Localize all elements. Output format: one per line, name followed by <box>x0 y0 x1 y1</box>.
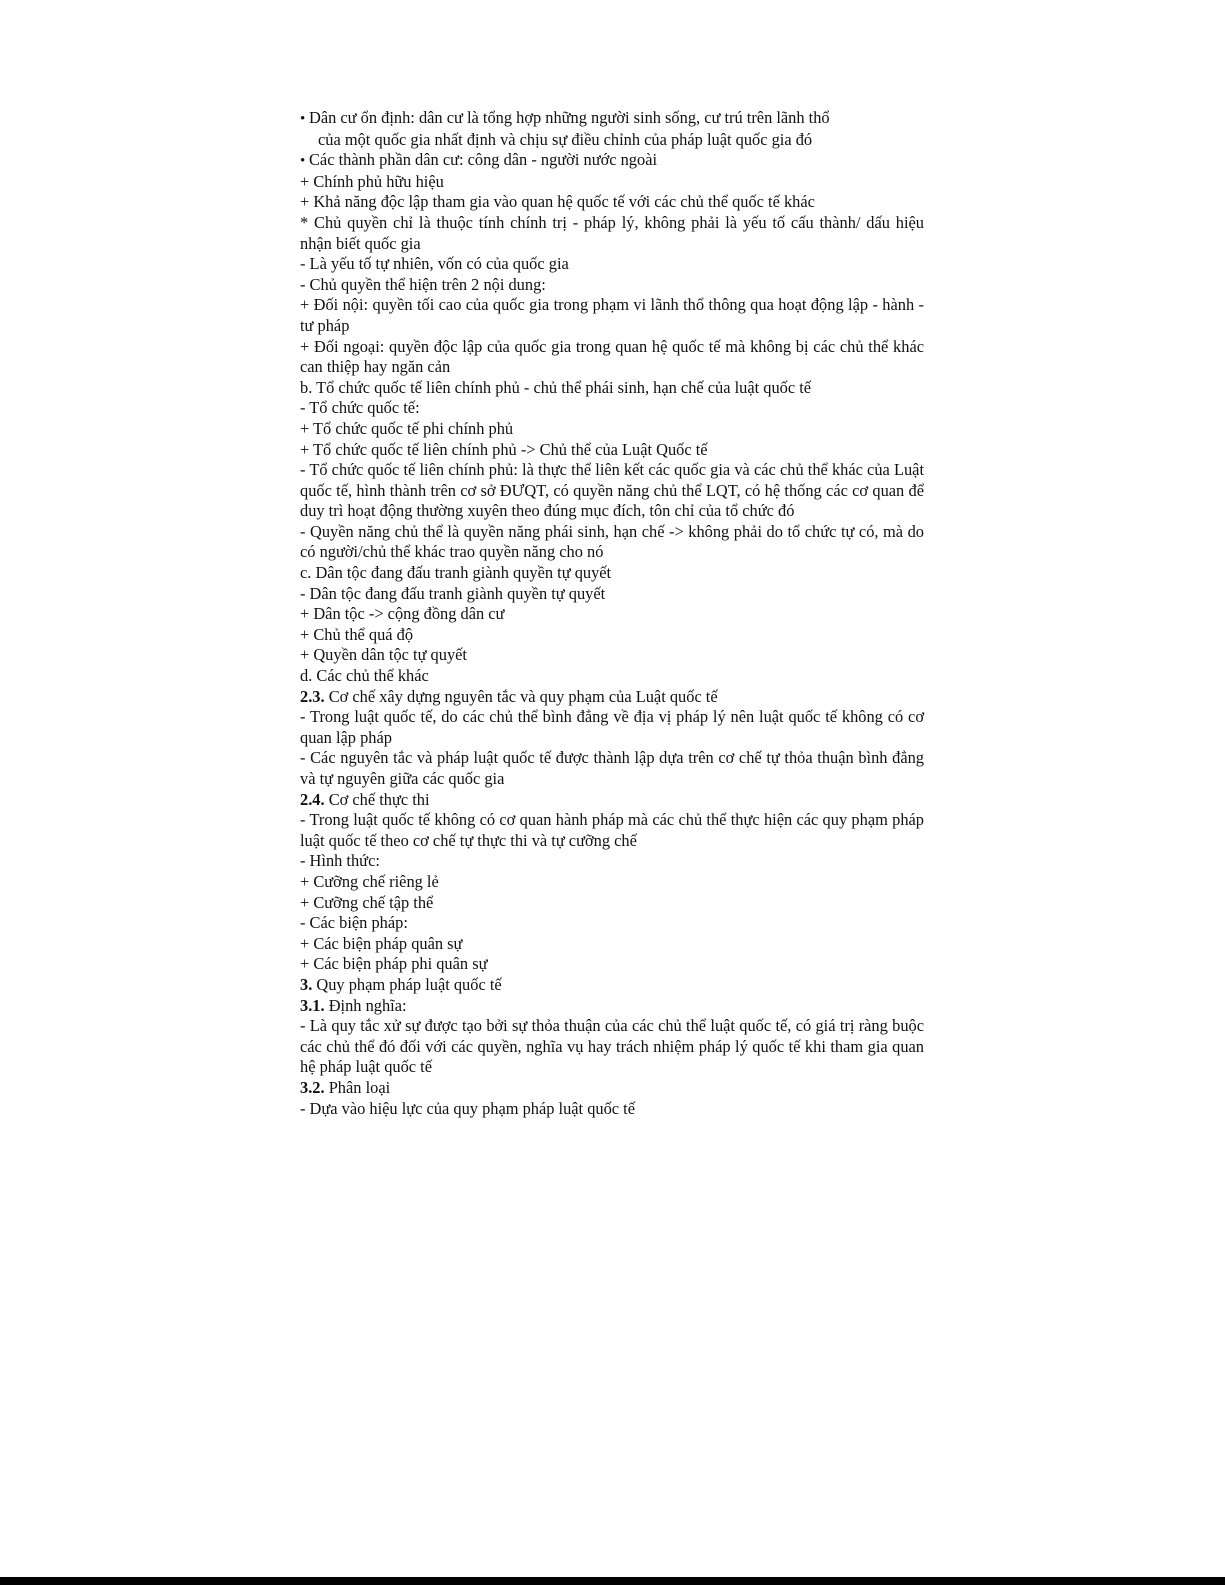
text-line: - Các biện pháp: <box>300 913 408 933</box>
text-line: - Hình thức: <box>300 851 380 871</box>
text-line: + Dân tộc -> cộng đồng dân cư <box>300 604 505 624</box>
section-title: Cơ chế xây dựng nguyên tắc và quy phạm của Luật quốc tế <box>324 686 718 706</box>
section-number: 3. <box>300 974 313 994</box>
text-line: - Trong luật quốc tế không có cơ quan hành pháp mà các chủ thể thực hiện các quy phạm pháp luật quốc tế theo cơ chế tự thực thi và tự cưỡng chế <box>300 810 924 850</box>
text-line: * Chủ quyền chỉ là thuộc tính chính trị - pháp lý, không phải là yếu tố cấu thành/ dấu hiệu nhận biết quốc gia <box>300 212 924 253</box>
bullet-icon: • <box>300 111 306 127</box>
section-heading-3-2 <box>300 1078 924 1099</box>
section-title: Phân loại <box>324 1077 391 1097</box>
bullet-line-thanh-phan-dan-cu <box>300 150 924 172</box>
subheading-line: d. Các chủ thể khác <box>300 666 429 686</box>
section-number: 3.2. <box>300 1077 325 1097</box>
text-line: + Chính phủ hữu hiệu <box>300 171 444 191</box>
text-line: + Cưỡng chế tập thể <box>300 892 434 912</box>
text-line: + Quyền dân tộc tự quyết <box>300 645 467 665</box>
line-continuation: của một quốc gia nhất định và chịu sự điều chỉnh của pháp luật quốc gia đó <box>318 129 813 149</box>
subheading-line: b. Tổ chức quốc tế liên chính phủ - chủ thể phái sinh, hạn chế của luật quốc tế <box>300 377 812 397</box>
bullet-line-dan-cu-on-dinh <box>300 108 924 150</box>
section-title: Cơ chế thực thi <box>324 789 430 809</box>
document-body <box>300 108 924 1119</box>
text-line: - Tổ chức quốc tế: <box>300 398 420 418</box>
text-line: + Đối ngoại: quyền độc lập của quốc gia trong quan hệ quốc tế mà không bị các chủ thể khác can thiệp hay ngăn cản <box>300 336 924 377</box>
section-heading-3 <box>300 975 924 996</box>
section-number: 3.1. <box>300 995 325 1015</box>
section-title: Quy phạm pháp luật quốc tế <box>312 974 502 994</box>
text-line: + Tổ chức quốc tế liên chính phủ -> Chủ thể của Luật Quốc tế <box>300 439 708 459</box>
section-heading-2-3 <box>300 687 924 708</box>
text-line: - Là yếu tố tự nhiên, vốn có của quốc gia <box>300 254 569 274</box>
subheading-line: c. Dân tộc đang đấu tranh giành quyền tự quyết <box>300 563 612 583</box>
line-text: Các thành phần dân cư: công dân - người nước ngoài <box>309 150 658 170</box>
line-text: Dân cư ổn định: dân cư là tổng hợp những người sinh sống, cư trú trên lãnh thổ <box>309 108 830 127</box>
text-line: + Chủ thể quá độ <box>300 624 414 644</box>
text-line: - Dân tộc đang đấu tranh giành quyền tự quyết <box>300 583 606 603</box>
section-heading-3-1 <box>300 996 924 1017</box>
text-line: + Đối nội: quyền tối cao của quốc gia trong phạm vi lãnh thổ thông qua hoạt động lập - hành - tư pháp <box>300 295 924 335</box>
text-line: - Là quy tắc xử sự được tạo bởi sự thỏa thuận của các chủ thể luật quốc tế, có giá trị ràng buộc các chủ thể đó đối với các quyền, nghĩa vụ hay trách nhiệm pháp lý quốc tế khi tham gia quan hệ pháp luật quốc tế <box>300 1016 924 1077</box>
text-line: - Chủ quyền thể hiện trên 2 nội dung: <box>300 274 546 294</box>
section-title: Định nghĩa: <box>324 995 407 1015</box>
section-heading-2-4 <box>300 790 924 811</box>
text-line: - Quyền năng chủ thể là quyền năng phái sinh, hạn chế -> không phải do tổ chức tự có, mà do có người/chủ thể khác trao quyền năng cho nó <box>300 521 924 562</box>
text-line: - Trong luật quốc tế, do các chủ thể bình đẳng về địa vị pháp lý nên luật quốc tế không có cơ quan lập pháp <box>300 707 924 747</box>
text-line: - Các nguyên tắc và pháp luật quốc tế được thành lập dựa trên cơ chế tự thỏa thuận bình đẳng và tự nguyên giữa các quốc gia <box>300 748 924 788</box>
text-line: + Các biện pháp quân sự <box>300 933 463 953</box>
text-line: + Cưỡng chế riêng lẻ <box>300 871 439 891</box>
bullet-icon: • <box>300 153 306 170</box>
text-line: + Khả năng độc lập tham gia vào quan hệ quốc tế với các chủ thể quốc tế khác <box>300 192 815 212</box>
page-bottom-border <box>0 1577 1225 1585</box>
text-line: - Tổ chức quốc tế liên chính phủ: là thực thể liên kết các quốc gia và các chủ thể khác của Luật quốc tế, hình thành trên cơ sở ĐƯQT, có quyền năng chủ thể LQT, có hệ thống các cơ quan để duy trì hoạt động thường xuyên theo đúng mục đích, tôn chỉ của tổ chức đó <box>300 460 924 521</box>
text-line: + Tổ chức quốc tế phi chính phủ <box>300 418 514 438</box>
text-line: - Dựa vào hiệu lực của quy phạm pháp luật quốc tế <box>300 1098 635 1118</box>
text-line: + Các biện pháp phi quân sự <box>300 954 488 974</box>
section-number: 2.3. <box>300 686 325 706</box>
section-number: 2.4. <box>300 789 325 809</box>
